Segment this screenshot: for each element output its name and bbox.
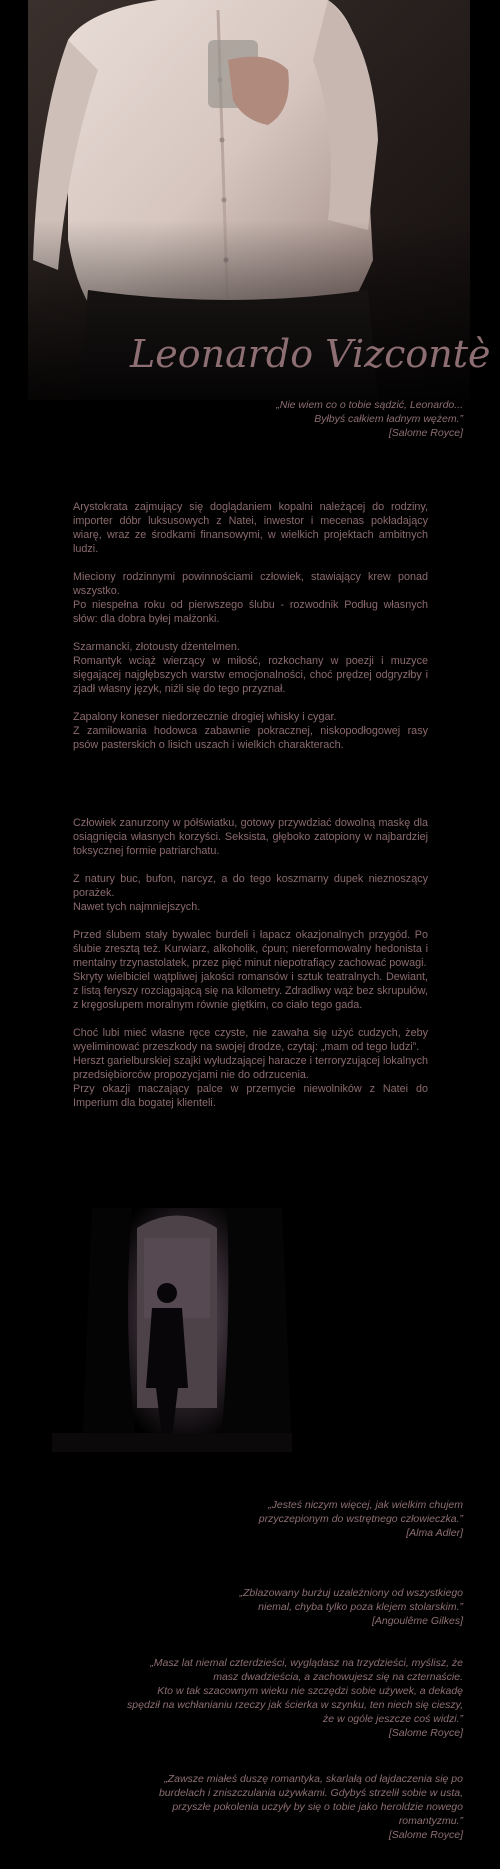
quote-2 <box>239 1586 463 1628</box>
paragraph-line: Mieciony rodzinnymi powinnościami człowiek, stawiający krew ponad wszystko. <box>73 571 428 597</box>
paragraph-line: Z zamiłowania hodowca zabawnie pokracznej, niskopodłogowej rasy psów pasterskich o lisich uszach i wielkich charakterach. <box>73 725 428 751</box>
paragraph-line: Szarmancki, złotousty dżentelmen. <box>73 641 240 653</box>
paragraph-line: Po niespełna roku od pierwszego ślubu - rozwodnik Podług własnych słów: dla dobra byłej małżonki. <box>73 599 428 625</box>
quote-line: „Zblazowany burżuj uzależniony od wszystkiego <box>239 1587 463 1599</box>
paragraph-line: Herszt garielburskiej szajki wyłudzającej haracze i terroryzującej lokalnych przedsiębiorców propozycjami nie do odrzucenia. <box>73 1055 428 1081</box>
paragraph-line: Człowiek zanurzony w półświatku, gotowy przywdziać dowolną maskę dla osiągnięcia własnych korzyści. Seksista, głęboko zatopiony w najbardziej toksycznej formie patriarchatu. <box>73 817 428 857</box>
silhouette-photo <box>52 1208 292 1452</box>
quote-line: że w ogóle jeszcze coś widzi.” <box>322 1713 463 1725</box>
paragraph <box>73 640 428 696</box>
paragraph <box>73 872 428 914</box>
quote-line: przyszłe pokolenia uczyły by się o tobie jako heroldzie nowego <box>172 1801 463 1813</box>
paragraph-line: Zapalony koneser niedorzecznie drogiej whisky i cygar. <box>73 711 337 723</box>
paragraph-line: Przy okazji maczający palce w przemycie niewolników z Natei do Imperium dla bogatej klienteli. <box>73 1083 428 1109</box>
paragraph-line: Skryty wielbiciel wątpliwej jakości romansów i sztuk teatralnych. Dewiant, z listą feryszy rozciągającą się na kilometry. Zdradliwy wąż bez skrupułów, z kręgosłupem moralnym równie giętkim, co ciało tego gada. <box>73 971 428 1011</box>
quote-line: Byłbyś całkiem ładnym wężem.” <box>314 413 463 425</box>
quote-line: romantyzmu.” <box>398 1815 463 1827</box>
man-silhouette-doorway-illustration <box>52 1208 292 1452</box>
quote-source: [Alma Adler] <box>406 1527 463 1539</box>
quote-source: [Salome Royce] <box>388 427 463 439</box>
paragraph-line: Choć lubi mieć własne ręce czyste, nie zawaha się użyć cudzych, żeby wyeliminować przeszkody na swojej drodze, czytaj: „mam od tego ludzi”. <box>73 1027 428 1053</box>
quote-line: „Masz lat niemal czterdzieści, wyglądasz na trzydzieści, myślisz, że <box>150 1657 463 1669</box>
paragraph-line: Romantyk wciąż wierzący w miłość, rozkochany w poezji i muzyce sięgającej najgłębszych warstw emocjonalności, choć prędzej odgryzłby i zjadł własny język, niźli się do tego przyznał. <box>73 655 428 695</box>
description-section-1 <box>73 500 428 766</box>
paragraph-line: Przed ślubem stały bywalec burdeli i łapacz okazjonalnych przygód. Po ślubie zresztą też. Kurwiarz, alkoholik, ćpun; niereformowalny hedonista i mentalny trzynastolatek, przez pięć minut niepotrafiący zachować powagi. <box>73 929 428 969</box>
quote-line: masz dwadzieścia, a zachowujesz się na czternaście. <box>213 1671 463 1683</box>
quote-line: niemal, chyba tylko poza klejem stolarskim.” <box>258 1601 463 1613</box>
top-quote <box>276 398 463 440</box>
quote-line: spędził na wchłanianiu rzeczy jak ścierka w szynku, ten niech się cieszy, <box>127 1699 463 1711</box>
quote-line: „Zawsze miałeś duszę romantyka, skarlałą od łajdaczenia się po <box>164 1773 463 1785</box>
quote-3 <box>127 1656 463 1740</box>
quote-line: Kto w tak szacownym wieku nie szczędzi sobie używek, a dekadę <box>157 1685 463 1697</box>
quote-line: burdelach i zniszczulania używkami. Gdybyś strzelił sobie w usta, <box>158 1787 463 1799</box>
paragraph <box>73 928 428 1012</box>
paragraph <box>73 1026 428 1110</box>
paragraph-line: Nawet tych najmniejszych. <box>73 901 201 913</box>
paragraph <box>73 710 428 752</box>
quote-line: „Nie wiem co o tobie sądzić, Leonardo... <box>276 399 463 411</box>
quote-source: [Salome Royce] <box>388 1727 463 1739</box>
quote-4 <box>159 1772 463 1842</box>
description-section-2 <box>73 816 428 1124</box>
quote-source: [Salome Royce] <box>388 1829 463 1841</box>
paragraph <box>73 816 428 858</box>
quote-line: „Jesteś niczym więcej, jak wielkim chujem <box>268 1499 463 1511</box>
paragraph <box>73 570 428 626</box>
paragraph-line: Arystokrata zajmujący się doglądaniem kopalni należącej do rodziny, importer dóbr luksusowych z Natei, inwestor i mecenas pokładający wiarę, wraz ze środkami finansowymi, w wielkich projektach ambitnych ludzi. <box>73 501 428 555</box>
paragraph <box>73 500 428 556</box>
quote-source: [Angoulême Gilkes] <box>371 1615 463 1627</box>
quote-line: przyczepionym do wstrętnego człowieczka.” <box>258 1513 463 1525</box>
paragraph-line: Z natury buc, bufon, narcyz, a do tego koszmarny dupek nieznoszący porażek. <box>73 873 428 899</box>
character-name: Leonardo Vizcontè <box>130 332 491 376</box>
quote-1 <box>259 1498 463 1540</box>
